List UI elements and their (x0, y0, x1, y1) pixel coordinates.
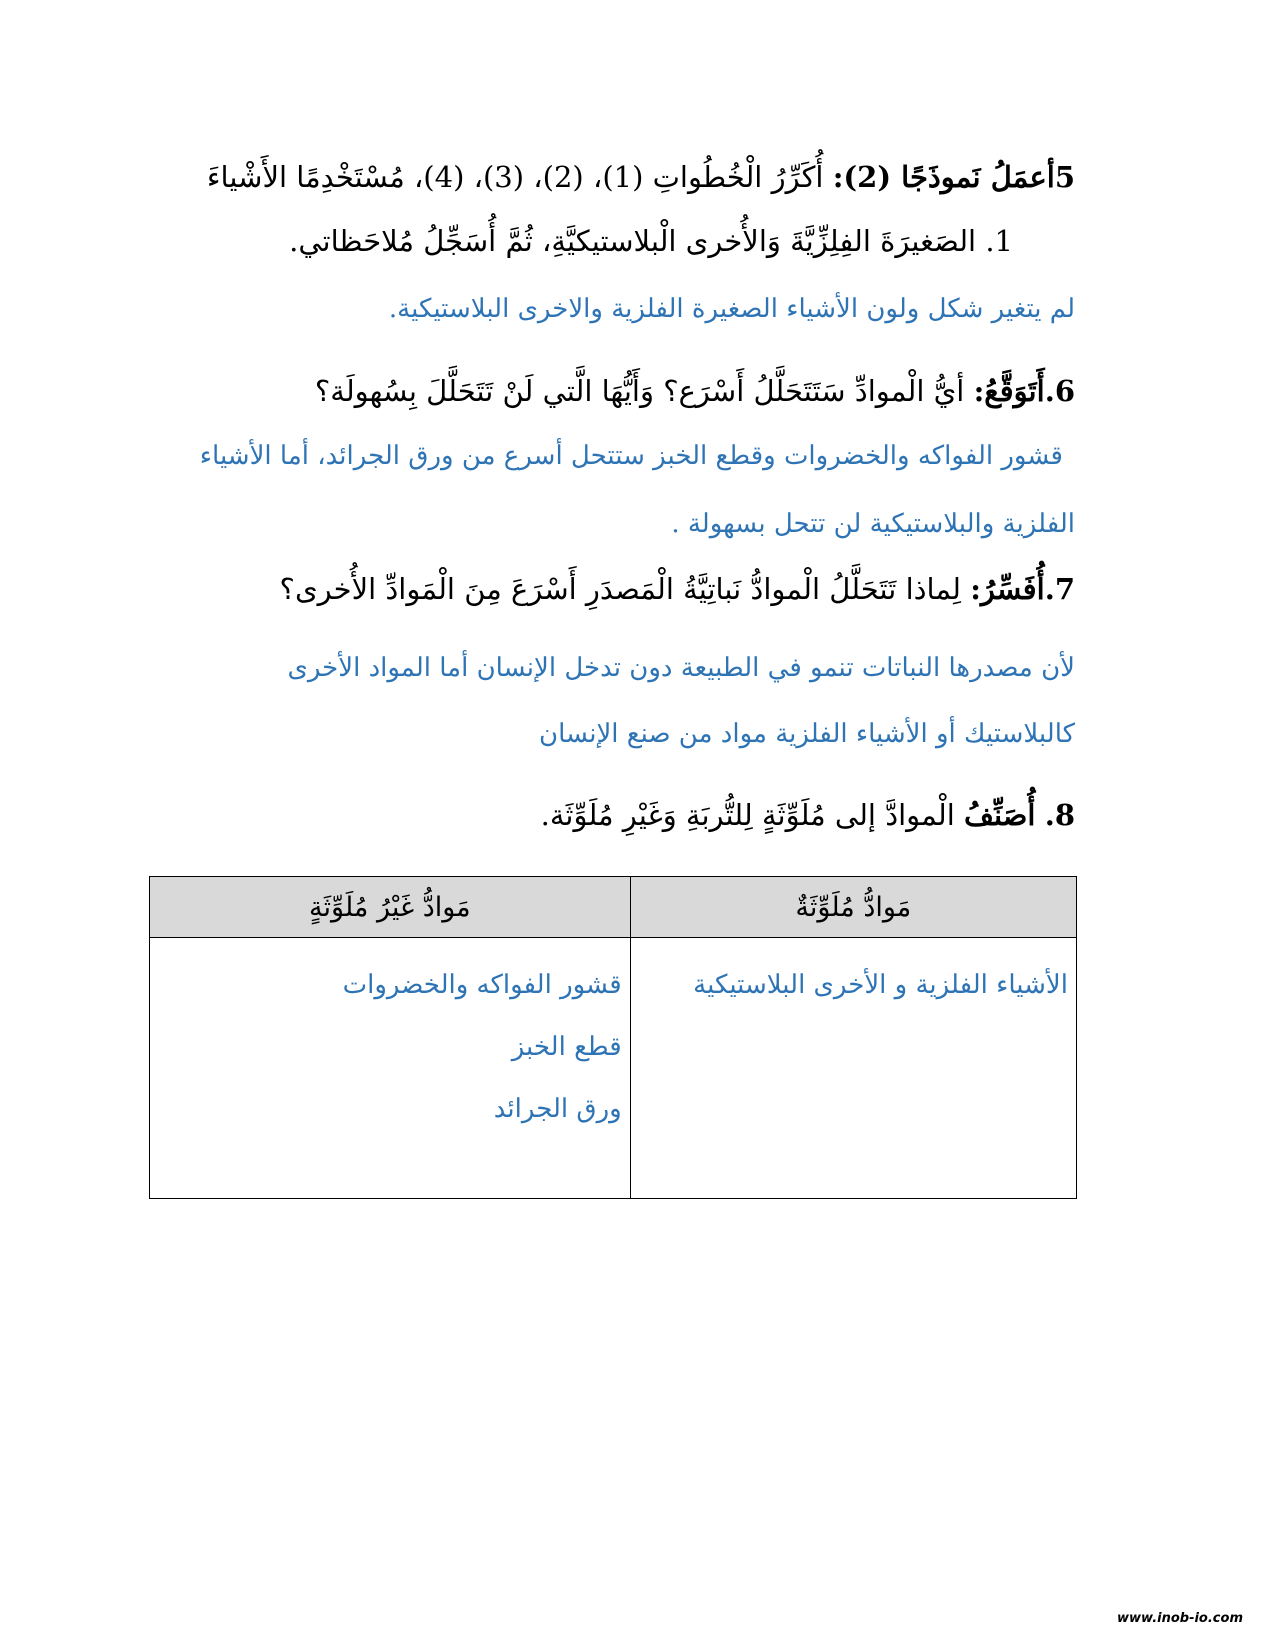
non-polluting-item: قشور الفواكه والخضروات (342, 970, 622, 1000)
non-polluting-item: ورق الجرائد (493, 1094, 622, 1124)
question-5-line2: 1. الصَغيرَةَ الفِلِزِّيَّةَ وَالأُخرى الْبلاستيكيَّةِ، ثُمَّ أُسَجِّلُ مُلاحَظاتي. (289, 224, 1013, 258)
question-8 (541, 796, 1075, 834)
header-polluting: مَوادُّ مُلَوِّثَةٌ (630, 877, 1076, 938)
question-8-text: الْموادَّ إلى مُلَوِّثَةٍ لِلتُّربَةِ وَغَيْرِ مُلَوِّثَة. (540, 798, 955, 832)
question-6-answer-line2: الفلزية والبلاستيكية لن تتحل بسهولة . (671, 509, 1075, 539)
question-7-text: لِماذا تَتَحَلَّلُ الْموادُّ نَباتِيَّةُ الْمَصدَرِ أَسْرَعَ مِنَ الْمَوادِّ الأُخرى؟ (279, 572, 961, 606)
question-6 (315, 372, 1075, 410)
table-header-row (150, 877, 1077, 938)
question-7-number: 7. (1044, 572, 1075, 606)
table-row (150, 938, 1077, 1199)
question-6-text: أيُّ الْموادِّ سَتَتَحَلَّلُ أَسْرَع؟ وَأَيُّهَا الَّتي لَنْ تَتَحَلَّلَ بِسُهولَة؟ (314, 374, 965, 408)
question-7-answer-line2: كالبلاستيك أو الأشياء الفلزية مواد من صنع الإنسان (539, 719, 1075, 749)
footer-site-url: www.inob-io.com (1117, 1611, 1243, 1626)
question-8-label: أُصَنِّفُ (964, 798, 1036, 832)
question-5-text: أُكَرِّرُ الْخُطُواتِ (1)، (2)، (3)، (4)، مُسْتَخْدِمًا الأَشْياءَ (206, 160, 824, 194)
classification-table (149, 876, 1077, 1199)
question-5-number: 5 (1054, 160, 1075, 194)
question-6-number: 6. (1044, 374, 1075, 408)
question-7-answer-line1: لأن مصدرها النباتات تنمو في الطبيعة دون تدخل الإنسان أما المواد الأخرى (287, 653, 1075, 683)
polluting-cell (630, 938, 1076, 1199)
question-7-label: أُفَسِّرُ: (970, 572, 1045, 606)
question-5 (207, 158, 1075, 196)
question-6-answer-line1: قشور الفواكه والخضروات وقطع الخبز ستتحل أسرع من ورق الجرائد، أما الأشياء (199, 441, 1063, 471)
question-5-answer: لم يتغير شكل ولون الأشياء الصغيرة الفلزية والاخرى البلاستيكية. (388, 294, 1075, 324)
non-polluting-cell (150, 938, 631, 1199)
polluting-item: الأشياء الفلزية و الأخرى البلاستيكية (693, 970, 1068, 1000)
non-polluting-item: قطع الخبز (511, 1032, 622, 1062)
header-non-polluting: مَوادُّ غَيْرُ مُلَوِّثَةٍ (150, 877, 631, 938)
question-5-label: أعمَلُ نَموذَجًا (2): (832, 160, 1055, 194)
question-7 (280, 570, 1075, 608)
question-6-label: أَتَوَقَّعُ: (973, 374, 1045, 408)
question-8-number: 8. (1044, 798, 1075, 832)
